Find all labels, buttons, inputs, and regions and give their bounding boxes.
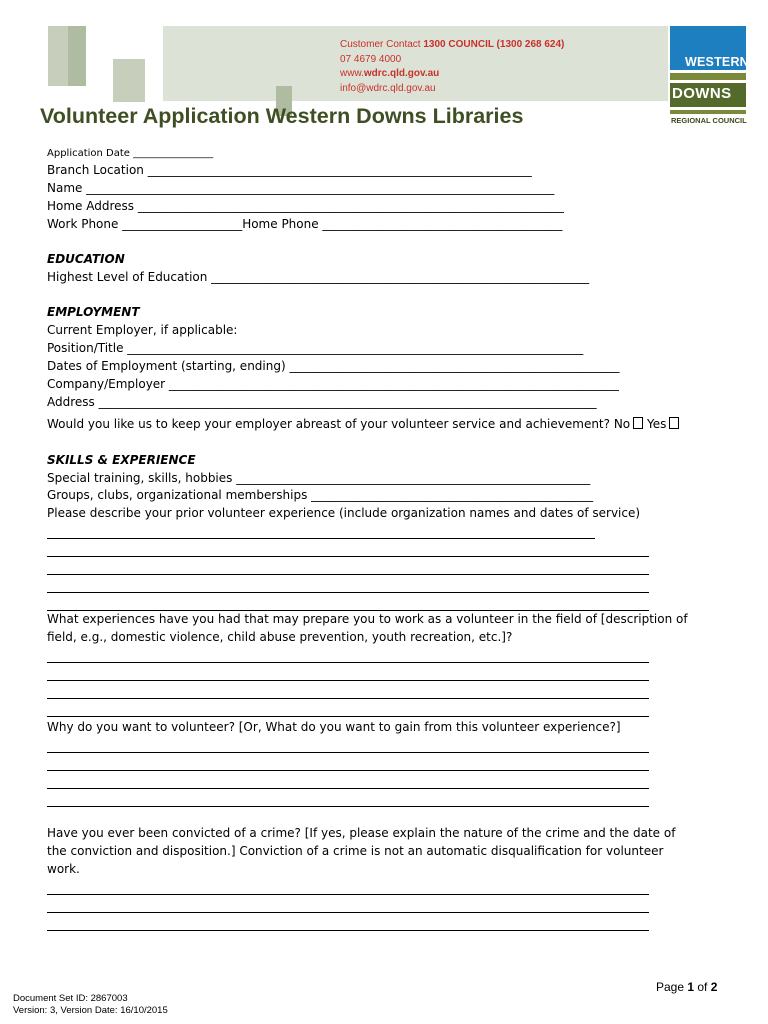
current-employer-label: Current Employer, if applicable: [47, 323, 238, 337]
logo-bar [670, 110, 746, 114]
employment-dates-field[interactable]: Dates of Employment (starting, ending) _______________________________________________________ [47, 359, 620, 373]
answer-line[interactable] [47, 788, 649, 789]
name-field[interactable]: Name ______________________________________________________________________________ [47, 181, 555, 195]
answer-line[interactable] [47, 752, 649, 753]
answer-line[interactable] [47, 574, 649, 575]
document-version: Version: 3, Version Date: 16/10/2015 [13, 1005, 168, 1016]
skills-heading: SKILLS & EXPERIENCE [47, 453, 196, 467]
experience-question-line1: What experiences have you had that may prepare you to work as a volunteer in the field of [description of [47, 612, 688, 626]
website-link[interactable] [340, 67, 564, 82]
answer-line[interactable] [47, 894, 649, 895]
application-date-field[interactable]: Application Date ________________ [47, 148, 214, 159]
employment-heading: EMPLOYMENT [47, 305, 140, 319]
document-metadata [13, 993, 168, 1017]
special-training-field[interactable]: Special training, skills, hobbies ___________________________________________________________ [47, 471, 591, 485]
page-total: 2 [710, 980, 718, 994]
conviction-question-line1: Have you ever been convicted of a crime? [If yes, please explain the nature of the crime and the date of [47, 826, 676, 840]
logo-text-downs: DOWNS [672, 85, 732, 102]
education-heading: EDUCATION [47, 252, 125, 266]
answer-line[interactable] [47, 930, 649, 931]
contact-label: Customer Contact [340, 39, 424, 50]
answer-line[interactable] [47, 806, 649, 807]
conviction-question-line3: work. [47, 862, 80, 876]
logo-text-western: WESTERN [685, 55, 749, 69]
logo-text-regional-council: REGIONAL COUNCIL [671, 116, 747, 125]
page-current: 1 [687, 980, 695, 994]
answer-line[interactable] [47, 556, 649, 557]
position-title-field[interactable]: Position/Title ____________________________________________________________________________ [47, 341, 584, 355]
page-of: of [694, 980, 711, 994]
no-checkbox[interactable] [633, 417, 643, 429]
email-link[interactable]: info@wdrc.qld.gov.au [340, 82, 436, 94]
decor-block [68, 26, 86, 86]
home-address-field[interactable]: Home Address _______________________________________________________________________ [47, 199, 564, 213]
answer-line[interactable] [47, 770, 649, 771]
page-number [656, 980, 717, 994]
contact-details [340, 38, 564, 96]
council-logo [670, 26, 749, 126]
answer-line[interactable] [47, 912, 649, 913]
phone-fields[interactable]: Work Phone ____________________Home Phone ________________________________________ [47, 217, 563, 231]
branch-location-field[interactable]: Branch Location ________________________________________________________________ [47, 163, 532, 177]
answer-line[interactable] [47, 592, 649, 593]
answer-line[interactable] [47, 716, 649, 717]
employer-notify-question [47, 416, 679, 432]
contact-number: 1300 COUNCIL (1300 268 624) [423, 39, 565, 50]
groups-clubs-field[interactable]: Groups, clubs, organizational memberships _______________________________________________ [47, 488, 594, 502]
answer-line[interactable] [47, 610, 649, 611]
document-title: Volunteer Application Western Downs Libraries [40, 104, 524, 128]
contact-line [340, 38, 564, 53]
page-prefix: Page [656, 980, 688, 994]
answer-line[interactable] [47, 698, 649, 699]
website-domain: wdrc.qld.gov.au [363, 68, 440, 79]
company-employer-field[interactable]: Company/Employer ___________________________________________________________________________ [47, 377, 619, 391]
employer-address-field[interactable]: Address ___________________________________________________________________________________ [47, 395, 597, 409]
highest-education-field[interactable]: Highest Level of Education _______________________________________________________________ [47, 270, 590, 284]
answer-line[interactable] [47, 662, 649, 663]
website-prefix: www. [340, 68, 364, 79]
document-set-id: Document Set ID: 2867003 [13, 993, 128, 1004]
prior-experience-question: Please describe your prior volunteer experience (include organization names and dates of service) [47, 506, 641, 520]
decor-block [113, 59, 145, 102]
logo-bar [670, 73, 746, 80]
phone-number: 07 4679 4000 [340, 53, 402, 65]
experience-question-line2: field, e.g., domestic violence, child abuse prevention, youth recreation, etc.]? [47, 630, 513, 644]
yes-checkbox[interactable] [669, 417, 679, 429]
decor-block [48, 26, 68, 86]
conviction-question-line2: the conviction and disposition.] Conviction of a crime is not an automatic disqualification for volunteer [47, 844, 664, 858]
answer-line[interactable] [47, 538, 595, 539]
why-volunteer-question: Why do you want to volunteer? [Or, What do you want to gain from this volunteer experience?] [47, 720, 621, 734]
employer-notify-label: Would you like us to keep your employer abreast of your volunteer service and achievement? No [47, 417, 631, 431]
answer-line[interactable] [47, 680, 649, 681]
yes-label: Yes [643, 417, 667, 431]
